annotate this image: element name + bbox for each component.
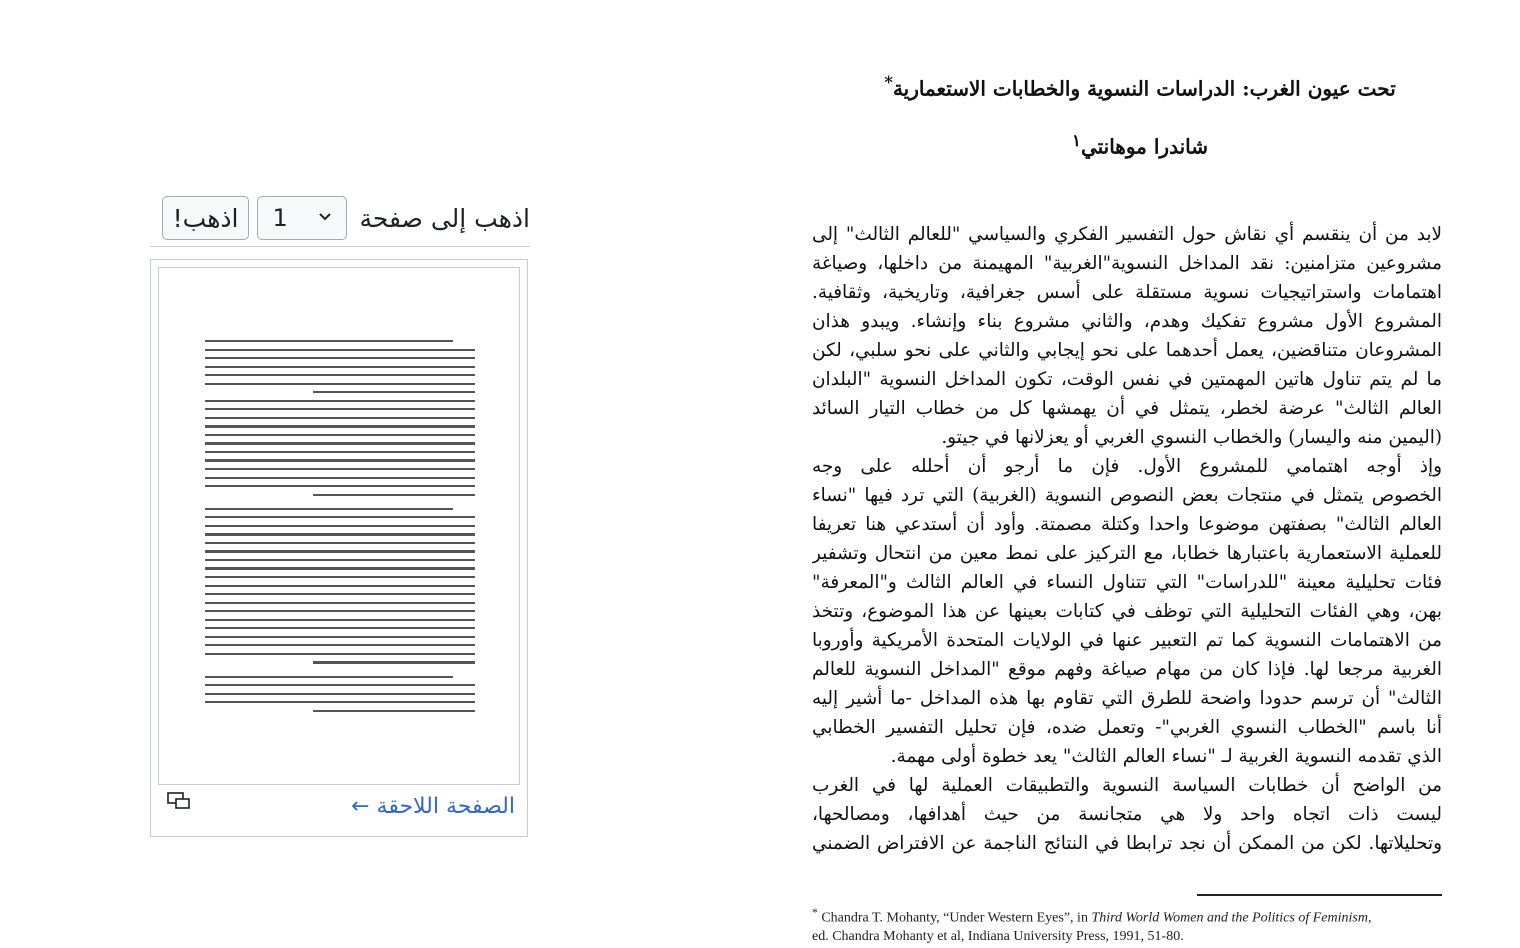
text-line: للعملية الاستعمارية باعتبارها خطابا، مع التركيز على نمط معين من انتحال وتشفير	[812, 543, 1442, 564]
document-title	[790, 72, 1490, 101]
text-line: فئات تحليلية معينة "للدراسات" التي تتناول النساء في العالم الثالث و"المعرفة"	[812, 572, 1442, 593]
page-thumbnail-panel	[150, 259, 528, 837]
footnote-citation: Chandra T. Mohanty, “Under Western Eyes”, in	[821, 910, 1088, 926]
text-line: وإذ أوجه اهتمامي للمشروع الأول. فإن ما أرجو أن أحلله على وجه	[812, 456, 1442, 477]
body-text	[812, 220, 1442, 858]
text-line: وتحليلاتها. لكن من الممكن أن نجد ترابطا في النتائج الناجمة عن الافتراض الضمني	[812, 833, 1442, 854]
chevron-down-icon	[318, 210, 332, 226]
text-line: المشروعان متناقضين، يعمل أحدهما على نحو إيجابي والثاني على نحو سلبي، لكن	[812, 340, 1442, 361]
text-line: لابد من أن ينقسم أي نقاش حول التفسير الفكري والسياسي "للعالم الثالث" إلى	[812, 224, 1442, 245]
footnote-marker: *	[812, 906, 818, 919]
text-line: مشروعين متزامنين: نقد المداخل النسوية"الغربية" المهيمنة من داخلها، وصياغة	[812, 253, 1442, 274]
page-select-value: 1	[272, 204, 288, 232]
page-select[interactable]	[257, 196, 347, 240]
text-line: بهن، وهي الفئات التحليلية التي توظف في كتابات بعينها عن هذا الموضوع، وتتخذ	[812, 601, 1442, 622]
next-page-link[interactable]: الصفحة اللاحقة ←	[351, 794, 515, 819]
text-line: من الواضح أن خطابات السياسة النسوية والتطبيقات العملية لها في الغرب	[812, 775, 1442, 796]
footnote-divider	[1197, 894, 1442, 896]
footnote	[812, 904, 1442, 946]
go-button[interactable]: اذهب!	[162, 196, 250, 240]
text-line: ما لم يتم تناول هاتين المهمتين في نفس الوقت، تكون المداخل النسوية "البلدان	[812, 369, 1442, 390]
text-line: الخصوص يتمثل في منتجات بعض النصوص النسوية (الغربية) التي ترد فيها "نساء	[812, 485, 1442, 506]
text-line: أنا باسم "الخطاب النسوي الغربي"- وتعمل ضده، فإن تحليل التفسير الخطابي	[812, 717, 1442, 738]
document-page	[790, 0, 1490, 948]
text-line: العالم الثالث" بصفتهن موضوعا واحدا وكتلة مصمتة. وأود أن أستدعي هنا تعريفا	[812, 514, 1442, 535]
title-footnote-marker: *	[884, 72, 893, 92]
document-author	[790, 130, 1490, 159]
author-footnote-marker: ١	[1071, 130, 1081, 150]
text-line: من الاهتمامات النسوية كما تم التعبير عنها في الولايات المتحدة الأمريكية وأوروبا	[812, 630, 1442, 651]
footnote-comma: ,	[1367, 910, 1372, 926]
text-line: الثالث" أن ترسم حدودا واضحة للطرق التي تقاوم بها هذه المداخل -ما أشير إليه	[812, 688, 1442, 709]
footnote-book-title: Third World Women and the Politics of Feminism	[1091, 910, 1368, 926]
text-line: العالم الثالث" عرضة لخطر، يتمثل في أن يهمشها كل من خطاب التيار السائد	[812, 398, 1442, 419]
text-line: اهتمامات واستراتيجيات نسوية مستقلة على أسس جغرافية، وتاريخية، وثقافية.	[812, 282, 1442, 303]
footnote-line-1	[812, 904, 1442, 928]
text-line: (اليمين منه واليسار) والخطاب النسوي الغربي أو يعزلانها في جيتو.	[941, 427, 1442, 448]
thumbnail-text-preview	[205, 340, 475, 718]
page-navigation	[150, 196, 530, 247]
author-name: شاندرا موهانتي	[1080, 134, 1208, 159]
fullscreen-icon[interactable]	[167, 792, 191, 810]
title-text: تحت عيون الغرب: الدراسات النسوية والخطابات الاستعمارية	[892, 76, 1396, 101]
text-line: ليست ذات اتجاه واحد ولا هي متجانسة من حيث أهدافها، ومصالحها،	[812, 804, 1442, 825]
footnote-line-2: ed. Chandra Mohanty et al, Indiana University Press, 1991, 51-80.	[812, 928, 1184, 944]
text-line: الغربية مرجعا لها. فإذا كان من مهام صياغة وفهم موقع "المداخل النسوية للعالم	[812, 659, 1442, 680]
go-to-page-label: اذهب إلى صفحة	[359, 203, 530, 233]
text-line: المشروع الأول مشروع تفكيك وهدم، والثاني مشروع بناء وإنشاء. ويبدو هذان	[812, 311, 1442, 332]
page-thumbnail[interactable]	[158, 267, 520, 785]
text-line: الذي تقدمه النسوية الغربية لـ "نساء العالم الثالث" يعد خطوة أولى مهمة.	[890, 746, 1442, 767]
